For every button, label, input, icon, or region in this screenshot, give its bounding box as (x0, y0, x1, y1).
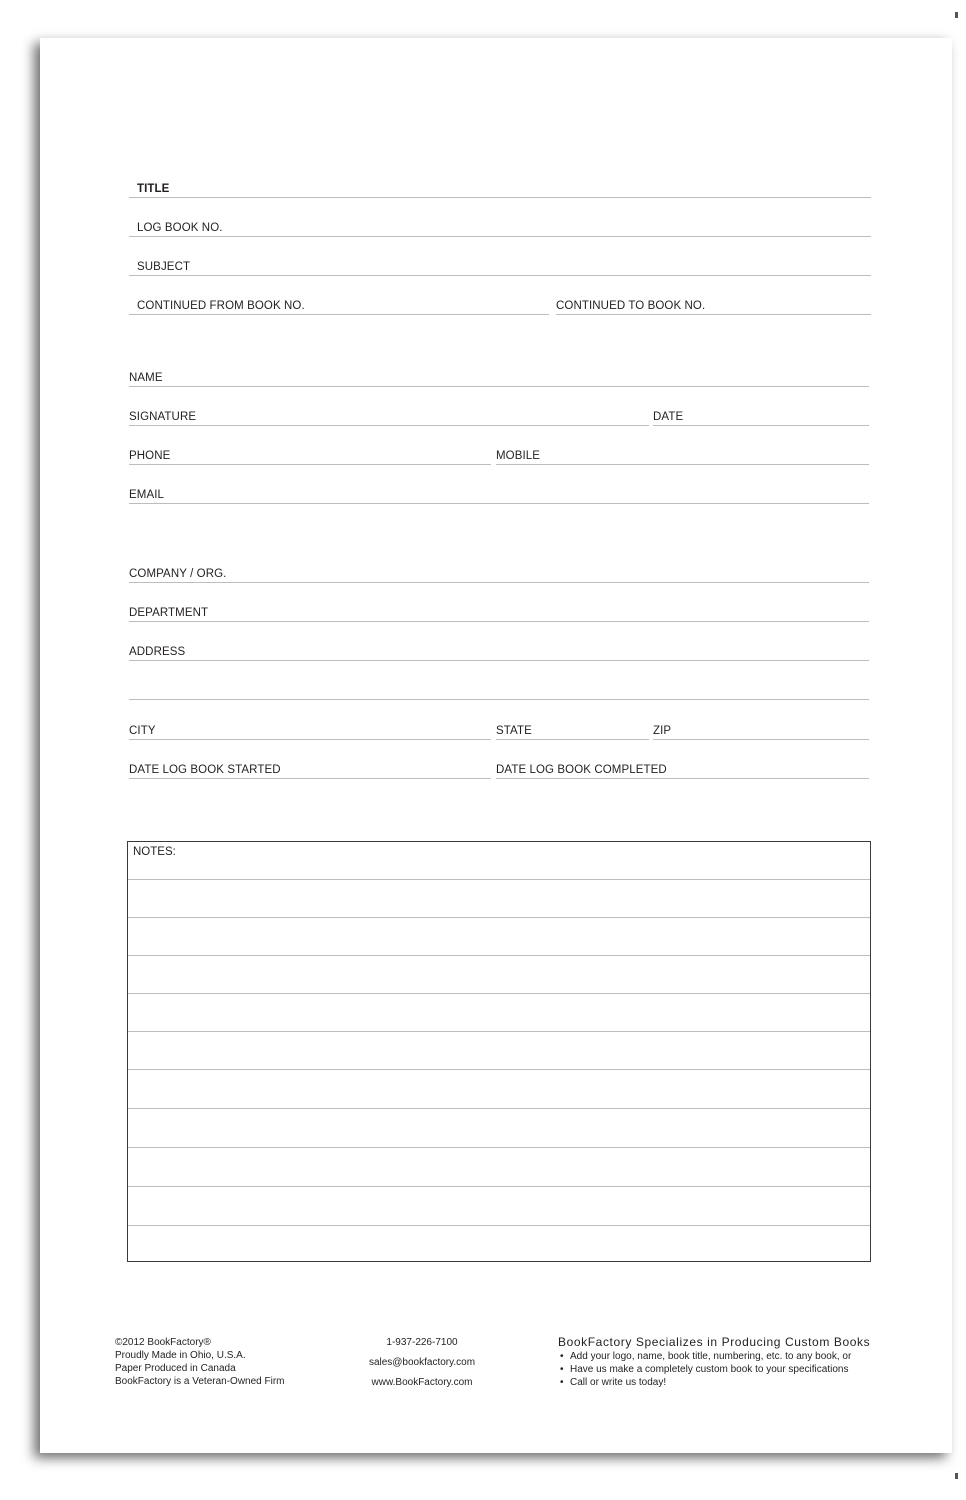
website-link[interactable]: www.BookFactory.com (371, 1377, 473, 1388)
date-completed-field[interactable] (496, 760, 869, 779)
state-field[interactable] (496, 721, 649, 740)
signature-label: SIGNATURE (129, 411, 197, 423)
notes-line (128, 955, 870, 956)
phone-number: 1-937-226-7100 (386, 1337, 458, 1348)
bullet-item: • Add your logo, name, book title, numbering, etc. to any book, or (558, 1350, 870, 1363)
department-field[interactable] (129, 603, 869, 622)
log-book-page (40, 38, 952, 1453)
notes-line (128, 1108, 870, 1109)
notes-line (128, 993, 870, 994)
crop-mark-bottom (955, 1473, 958, 1479)
company-field[interactable] (129, 564, 869, 583)
crop-mark-top (955, 12, 958, 18)
continued-from-label: CONTINUED FROM BOOK NO. (137, 300, 305, 312)
notes-line (128, 1186, 870, 1187)
address-line-2[interactable] (129, 681, 869, 700)
notes-line (128, 1031, 870, 1032)
paper-text: Paper Produced in Canada (115, 1363, 236, 1374)
notes-line (128, 1225, 870, 1226)
city-field[interactable] (129, 721, 491, 740)
email-field[interactable] (129, 485, 869, 504)
notes-label: NOTES: (133, 846, 176, 858)
footer-contact (352, 1336, 492, 1396)
bullet-item: • Have us make a completely custom book to your specifications (558, 1363, 870, 1376)
notes-line (128, 1147, 870, 1148)
address-label: ADDRESS (129, 646, 186, 658)
email-link[interactable]: sales@bookfactory.com (368, 1357, 476, 1368)
date-field[interactable] (653, 407, 869, 426)
continued-from-field[interactable] (129, 296, 549, 315)
zip-field[interactable] (653, 721, 869, 740)
subject-label: SUBJECT (137, 261, 191, 273)
department-label: DEPARTMENT (129, 607, 209, 619)
email-label: EMAIL (129, 489, 165, 501)
notes-line (128, 879, 870, 880)
continued-to-label: CONTINUED TO BOOK NO. (556, 300, 706, 312)
name-label: NAME (129, 372, 163, 384)
title-label: TITLE (137, 183, 170, 195)
zip-label: ZIP (653, 725, 672, 737)
date-completed-label: DATE LOG BOOK COMPLETED (496, 764, 667, 776)
log-book-no-label: LOG BOOK NO. (137, 222, 223, 234)
mobile-label: MOBILE (496, 450, 541, 462)
veteran-text: BookFactory is a Veteran-Owned Firm (115, 1376, 285, 1387)
date-started-field[interactable] (129, 760, 491, 779)
custom-books-headline: BookFactory Specializes in Producing Custom Books (558, 1335, 871, 1349)
title-field[interactable] (129, 179, 871, 198)
footer-left (115, 1336, 285, 1388)
city-label: CITY (129, 725, 156, 737)
notes-line (128, 917, 870, 918)
notes-box[interactable] (127, 841, 871, 1262)
signature-field[interactable] (129, 407, 649, 426)
date-label: DATE (653, 411, 684, 423)
phone-label: PHONE (129, 450, 171, 462)
company-label: COMPANY / ORG. (129, 568, 227, 580)
subject-field[interactable] (129, 257, 871, 276)
mobile-field[interactable] (496, 446, 869, 465)
notes-line (128, 1069, 870, 1070)
continued-to-field[interactable] (556, 296, 871, 315)
date-started-label: DATE LOG BOOK STARTED (129, 764, 281, 776)
bullet-item: • Call or write us today! (558, 1376, 870, 1389)
copyright-text: ©2012 BookFactory® (115, 1337, 211, 1348)
footer-right (558, 1336, 870, 1389)
address-field[interactable] (129, 642, 869, 661)
phone-field[interactable] (129, 446, 491, 465)
log-book-no-field[interactable] (129, 218, 871, 237)
state-label: STATE (496, 725, 532, 737)
name-field[interactable] (129, 368, 869, 387)
made-in-text: Proudly Made in Ohio, U.S.A. (115, 1350, 246, 1361)
